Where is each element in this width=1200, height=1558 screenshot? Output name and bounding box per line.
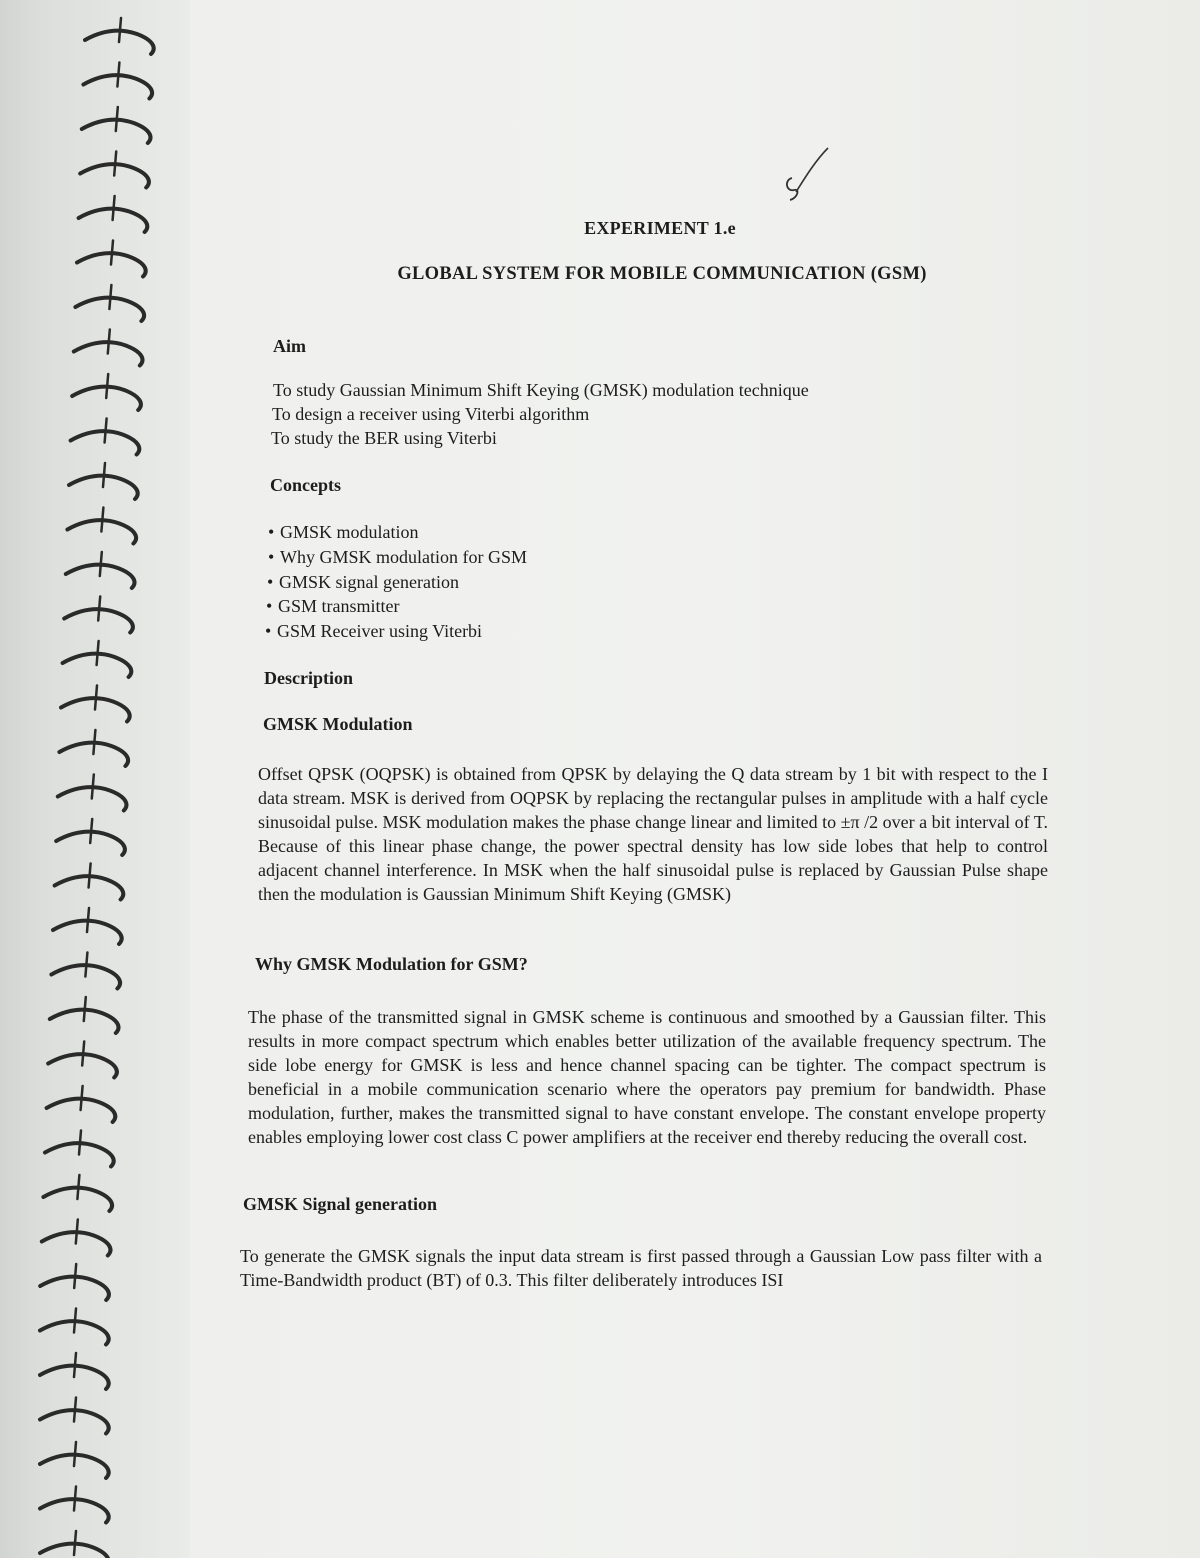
concepts-heading: Concepts [270,475,341,495]
experiment-label: EXPERIMENT 1.e [584,218,736,238]
bullet-icon: • [265,621,272,641]
aim-line: To study Gaussian Minimum Shift Keying (GMSK) modulation technique [273,380,809,400]
concept-label: GSM Receiver using Viterbi [277,621,483,641]
signal-generation-paragraph: To generate the GMSK signals the input data stream is first passed through a Gaussian Low pass filter with a Time-Bandwidth product (BT) of 0.3. This filter deliberately introduces ISI [240,1246,1042,1290]
signal-generation-heading: GMSK Signal generation [243,1194,438,1214]
concept-label: GMSK modulation [280,522,419,542]
concept-label: GSM transmitter [278,596,400,616]
concept-item [265,621,482,642]
aim-heading: Aim [273,336,306,356]
description-heading: Description [264,668,353,688]
bullet-icon: • [266,596,273,616]
concept-item [268,547,527,568]
page-title: GLOBAL SYSTEM FOR MOBILE COMMUNICATION (GSM) [397,264,927,284]
concept-label: GMSK signal generation [279,572,459,592]
bullet-icon: • [267,572,274,592]
bullet-icon: • [268,547,275,567]
concept-item [267,572,459,593]
concept-label: Why GMSK modulation for GSM [280,547,527,567]
bullet-icon: • [268,522,275,542]
why-gmsk-paragraph: The phase of the transmitted signal in GMSK scheme is continuous and smoothed by a Gaussian filter. This results in more compact spectrum which enables better utilization of the available frequency spectrum. The side lobe energy for GMSK is less and hence channel spacing can be tighter. The compact spectrum is beneficial in a mobile communication scenario where the operators pay premium for bandwidth. Phase modulation, further, makes the transmitted signal to have constant envelope. The constant envelope property enables employing lower cost class C power amplifiers at the receiver end thereby reducing the overall cost. [248,1007,1046,1147]
gmsk-modulation-paragraph: Offset QPSK (OQPSK) is obtained from QPSK by delaying the Q data stream by 1 bit with respect to the I data stream. MSK is derived from OQPSK by replacing the rectangular pulses in amplitude with a half cycle sinusoidal pulse. MSK modulation makes the phase change linear and limited to ±π /2 over a bit interval of T. Because of this linear phase change, the power spectral density has low side lobes that help to control adjacent channel interference. In MSK when the half sinusoidal pulse is replaced by Gaussian Pulse shape then the modulation is Gaussian Minimum Shift Keying (GMSK) [258,764,1048,904]
concept-item [266,596,400,617]
concept-item [268,522,419,543]
gmsk-modulation-heading: GMSK Modulation [263,714,413,734]
why-gmsk-heading: Why GMSK Modulation for GSM? [255,954,528,974]
aim-line: To design a receiver using Viterbi algorithm [272,404,590,424]
aim-line: To study the BER using Viterbi [271,428,497,448]
